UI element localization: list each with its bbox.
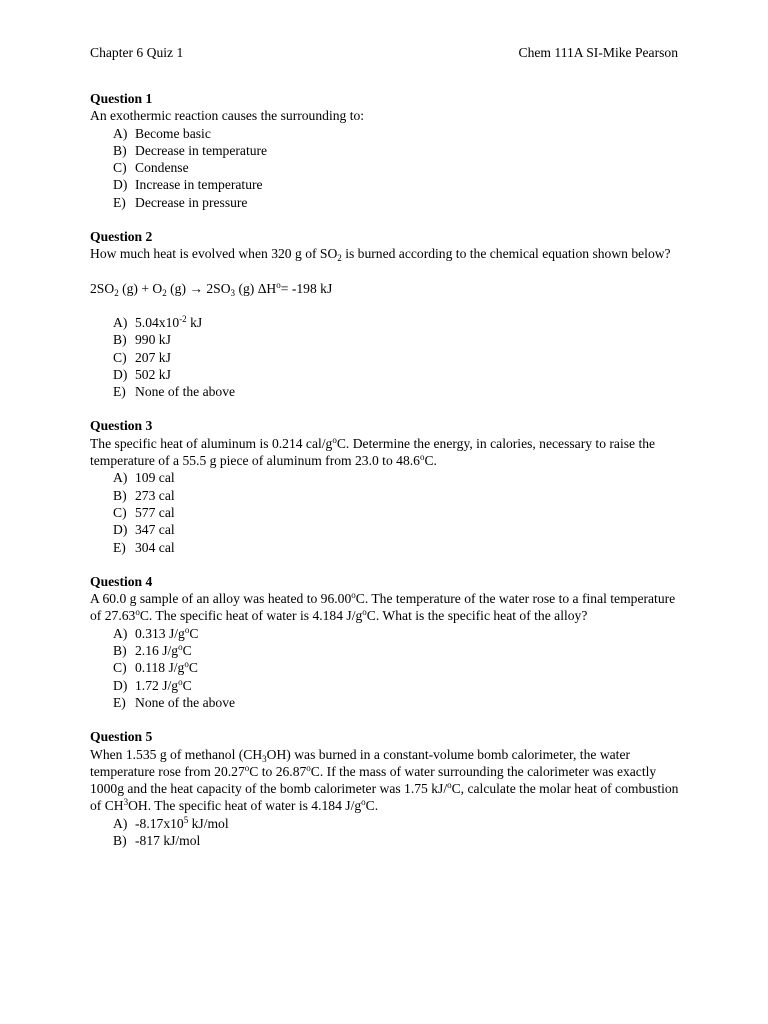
option-letter: C) <box>113 160 127 176</box>
option-text-after: kJ/mol <box>188 815 229 831</box>
superscript: 5 <box>183 814 189 825</box>
option-text: 1.72 J/g <box>135 677 179 693</box>
question-text-part: How much heat is evolved when 320 g of SO <box>90 246 338 262</box>
option-text: 5.04x10 <box>135 314 180 330</box>
subscript: 2 <box>162 287 167 298</box>
question-5 <box>90 728 680 849</box>
option-letter: D) <box>113 677 128 693</box>
question-3 <box>90 417 680 555</box>
question-text <box>90 746 680 815</box>
superscript: o <box>184 624 190 635</box>
option-text-after: C <box>188 660 198 676</box>
superscript: o <box>178 676 183 687</box>
superscript: o <box>361 797 366 808</box>
question-text-part: OH) was burned in a constant-volume bomb calorimeter, the water temperature rose from 20.27 <box>90 746 631 779</box>
question-title: Question 3 <box>90 418 153 434</box>
superscript: o <box>351 590 356 601</box>
page-header <box>90 44 680 62</box>
answer-option <box>113 194 680 211</box>
answer-option <box>113 125 680 142</box>
answer-option <box>113 366 680 383</box>
option-letter: D) <box>113 366 128 382</box>
option-text: Condense <box>135 160 189 176</box>
question-text-part: When 1.535 g of methanol (CH <box>90 746 263 762</box>
option-letter: A) <box>113 125 128 141</box>
option-text-after: C <box>189 625 199 641</box>
answer-options <box>90 314 680 400</box>
equation-part: 2SO <box>202 280 231 296</box>
option-letter: E) <box>113 384 126 400</box>
superscript: o <box>362 607 367 618</box>
question-text-part: C, calculate the molar heat of combustion of CH <box>90 781 679 814</box>
option-text-after: C <box>182 677 192 693</box>
answer-option <box>113 625 680 642</box>
answer-option <box>113 383 680 400</box>
option-letter: A) <box>113 815 128 831</box>
option-text: 0.313 J/g <box>135 625 185 641</box>
option-text: 347 cal <box>135 522 175 538</box>
option-text: 0.118 J/g <box>135 660 185 676</box>
superscript: o <box>178 642 183 653</box>
option-letter: C) <box>113 660 127 676</box>
subscript: 3 <box>262 753 267 764</box>
option-text: 577 cal <box>135 504 175 520</box>
superscript: o <box>419 452 425 463</box>
answer-options <box>90 125 680 211</box>
equation-part: (g) + O <box>118 280 163 296</box>
equation-part: 2SO <box>90 280 115 296</box>
answer-option <box>113 314 680 331</box>
answer-option <box>113 159 680 176</box>
answer-option <box>113 487 680 504</box>
option-letter: A) <box>113 625 128 641</box>
superscript: o <box>332 434 337 445</box>
equation-part: (g) <box>166 280 190 296</box>
option-text: None of the above <box>135 384 236 400</box>
question-text <box>90 245 680 262</box>
answer-option <box>113 815 680 832</box>
question-text-part: C. Determine the energy, in calories, necessary to raise the temperature of a 55.5 g piece of aluminum from 23.0 to 48.6 <box>90 435 656 469</box>
superscript: o <box>276 279 281 290</box>
option-text: Become basic <box>135 125 211 141</box>
option-text: -817 kJ/mol <box>135 832 201 848</box>
answer-option <box>113 504 680 521</box>
question-text-part: C to 26.87 <box>249 763 307 779</box>
option-text: 990 kJ <box>135 332 171 348</box>
option-text: Decrease in pressure <box>135 194 248 210</box>
question-text-part: C. The temperature of the water rose to a final temperature of 27.63 <box>90 591 676 624</box>
option-letter: C) <box>113 349 127 365</box>
option-letter: B) <box>113 487 127 503</box>
question-text-part: C. <box>365 798 379 814</box>
subscript: 2 <box>114 287 119 298</box>
equation-part: = -198 kJ <box>280 280 333 296</box>
answer-options <box>90 625 680 711</box>
question-text <box>90 435 680 470</box>
answer-option <box>113 694 680 711</box>
question-text-part: is burned according to the chemical equation shown below? <box>341 246 671 262</box>
answer-option <box>113 142 680 159</box>
subscript: 2 <box>337 253 342 264</box>
option-text-after: kJ <box>186 314 203 330</box>
option-text: 109 cal <box>135 470 175 486</box>
option-text-after: C <box>182 643 192 659</box>
question-1 <box>90 90 680 211</box>
superscript: o <box>447 780 452 791</box>
superscript: o <box>135 607 140 618</box>
answer-option <box>113 677 680 694</box>
option-text: 207 kJ <box>135 349 171 365</box>
question-text-part: OH. The specific heat of water is 4.184 J/g <box>128 798 362 814</box>
answer-option <box>113 176 680 193</box>
answer-option <box>113 521 680 538</box>
option-letter: D) <box>113 522 128 538</box>
answer-option <box>113 331 680 348</box>
option-text: None of the above <box>135 694 236 710</box>
question-text-part: A 60.0 g sample of an alloy was heated to 96.00 <box>90 591 352 607</box>
option-letter: E) <box>113 694 126 710</box>
subscript: 3 <box>230 287 236 298</box>
option-letter: A) <box>113 314 128 330</box>
option-letter: B) <box>113 142 127 158</box>
option-letter: D) <box>113 177 128 193</box>
superscript: o <box>244 762 250 773</box>
question-text-part: C. The specific heat of water is 4.184 J/g <box>139 608 363 624</box>
question-text-part: C. If the mass of water surrounding the calorimeter was exactly 1000g and the heat capacity of the bomb calorimeter was 1.75 kJ/ <box>90 763 657 797</box>
quiz-content <box>90 44 680 849</box>
question-title: Question 4 <box>90 573 153 589</box>
answer-option <box>113 659 680 676</box>
chapter-title: Chapter 6 Quiz 1 <box>90 45 184 60</box>
question-text: An exothermic reaction causes the surrounding to: <box>90 108 365 124</box>
superscript: 3 <box>123 797 129 808</box>
option-text: 273 cal <box>135 487 175 503</box>
question-text-part: C. What is the specific heat of the alloy? <box>366 608 588 624</box>
option-letter: B) <box>113 832 127 848</box>
option-letter: E) <box>113 194 126 210</box>
question-2 <box>90 228 680 400</box>
option-text: Increase in temperature <box>135 177 263 193</box>
option-letter: E) <box>113 539 126 555</box>
course-label: Chem 111A SI-Mike Pearson <box>518 45 678 60</box>
chemical-equation <box>90 280 680 297</box>
question-title: Question 2 <box>90 229 153 245</box>
option-text: -8.17x10 <box>135 815 184 831</box>
option-letter: A) <box>113 470 128 486</box>
question-title: Question 5 <box>90 729 153 745</box>
option-text: 502 kJ <box>135 366 171 382</box>
question-text-part: C. <box>424 453 437 469</box>
option-letter: C) <box>113 504 127 520</box>
superscript: o <box>306 762 311 773</box>
question-text <box>90 590 680 625</box>
equation-part: (g) ΔH <box>235 280 277 296</box>
answer-option <box>113 642 680 659</box>
question-title: Question 1 <box>90 91 153 106</box>
arrow-icon: → <box>189 280 203 296</box>
answer-option <box>113 832 680 849</box>
option-text: 304 cal <box>135 539 175 555</box>
superscript: o <box>184 659 189 670</box>
answer-option <box>113 349 680 366</box>
option-letter: B) <box>113 332 127 348</box>
option-letter: B) <box>113 643 127 659</box>
answer-option <box>113 539 680 556</box>
answer-options <box>90 815 680 850</box>
question-4 <box>90 573 680 711</box>
option-text: Decrease in temperature <box>135 142 268 158</box>
option-text: 2.16 J/g <box>135 643 179 659</box>
superscript: -2 <box>179 313 187 324</box>
answer-option <box>113 469 680 486</box>
question-text-part: The specific heat of aluminum is 0.214 cal/g <box>90 435 333 451</box>
answer-options <box>90 469 680 555</box>
